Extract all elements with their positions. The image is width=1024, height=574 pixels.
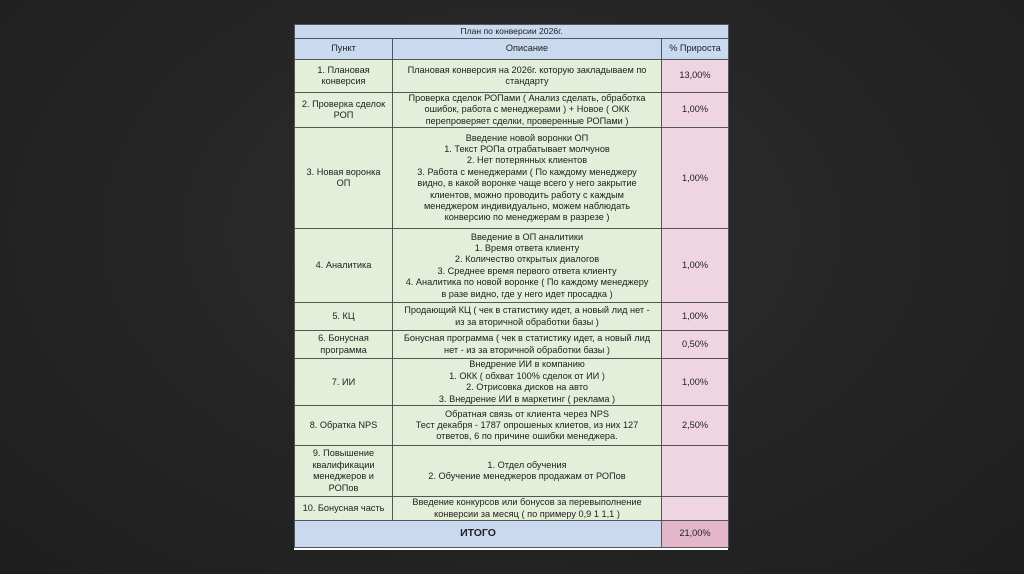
row-description-cell-line: Введение в ОП аналитики: [470, 231, 584, 242]
row-item-cell-line: 3. Новая воронка: [306, 166, 381, 177]
row-description-cell-line: из за вторичной обработки базы ): [455, 316, 599, 327]
row-description-cell-line: 1. ОКК ( обхват 100% сделок от ИИ ): [449, 370, 605, 381]
table-header-row: [295, 39, 729, 60]
row-item-cell: [295, 60, 393, 93]
header-growth-percent: % Прироста: [662, 39, 729, 60]
row-description-cell: [393, 406, 662, 446]
row-growth-cell: 2,50%: [662, 406, 729, 446]
row-item-cell: [295, 229, 393, 303]
row-item-cell: [295, 128, 393, 229]
conversion-plan-table: [294, 24, 729, 548]
row-description-cell-line: Тест декабря - 1787 опрошеных клиетов, из них 127: [415, 420, 639, 431]
row-description-cell-line: Внедрение ИИ в компанию: [469, 359, 585, 370]
row-item-cell-line: 2. Проверка сделок: [301, 98, 386, 109]
row-growth-cell: 0,50%: [662, 331, 729, 359]
table-row: [295, 406, 729, 446]
row-description-cell: [393, 229, 662, 303]
table-row: [295, 497, 729, 521]
row-description-cell-line: видно, в какой воронке чаще всего у него закрытие: [417, 178, 637, 189]
row-growth-cell: 1,00%: [662, 303, 729, 331]
row-description-cell: [393, 128, 662, 229]
row-growth-cell: 13,00%: [662, 60, 729, 93]
row-item-cell-line: 1. Плановая: [317, 64, 370, 75]
row-description-cell-line: ответов, 6 по причине ошибки менеджера.: [436, 431, 618, 442]
row-item-cell-line: менеджеров и: [313, 471, 374, 482]
header-description: Описание: [393, 39, 662, 60]
table-row: [295, 331, 729, 359]
row-item-cell-line: ОП: [336, 178, 351, 189]
row-description-cell-line: Введение новой воронки ОП: [465, 132, 589, 143]
row-item-cell-line: программа: [320, 344, 367, 355]
table-row: [295, 446, 729, 497]
header-item: Пункт: [295, 39, 393, 60]
row-item-cell-line: РОП: [333, 110, 354, 121]
row-description-cell-line: 1. Текст РОПа отрабатывает молчунов: [444, 144, 610, 154]
row-item-cell: [295, 303, 393, 331]
conversion-plan-sheet: [294, 24, 728, 550]
row-growth-cell: [662, 446, 729, 497]
row-description-cell-line: 2. Обучение менеджеров продажам от РОПов: [428, 471, 626, 482]
row-growth-cell: [662, 497, 729, 521]
row-description-cell-line: Обратная связь от клиента через NPS: [444, 408, 610, 419]
row-description-cell-line: менеджером индивидуально, можем наблюдать: [423, 201, 630, 212]
row-description-cell-line: перепроверяет сделки, проверенные РОПами ): [425, 115, 629, 126]
row-description-cell: [393, 446, 662, 497]
row-item-cell: [295, 446, 393, 497]
row-item-cell-line: РОПов: [328, 482, 359, 493]
row-description-cell: [393, 497, 662, 521]
row-growth-cell: 1,00%: [662, 229, 729, 303]
row-description-cell-line: Проверка сделок РОПами ( Анализ сделать, обработка: [408, 93, 646, 103]
row-description-cell-line: конверсии за месяц ( по примеру 0,9 1 1,1 ): [434, 508, 620, 519]
table-row: [295, 60, 729, 93]
row-description-cell: [393, 60, 662, 93]
row-item-cell-line: конверсия: [321, 76, 366, 86]
row-item-cell: [295, 331, 393, 359]
row-item-cell-line: 5. КЦ: [332, 311, 355, 322]
row-description-cell-line: 2. Количество открытых диалогов: [454, 254, 600, 265]
row-growth-cell: 1,00%: [662, 128, 729, 229]
row-description-cell: [393, 331, 662, 359]
row-description-cell-line: 2. Отрисовка дисков на авто: [466, 382, 588, 393]
row-description-cell: [393, 93, 662, 128]
row-description-cell-line: стандарту: [505, 76, 549, 86]
row-description-cell-line: ошибок, работа с менеджерами ) + Новое ( ОКК: [424, 104, 630, 115]
row-description-cell: [393, 359, 662, 406]
row-item-cell: [295, 497, 393, 521]
table-title-row: [295, 25, 729, 39]
row-description-cell-line: 3. Среднее время первого ответа клиенту: [437, 265, 617, 276]
table-row: [295, 359, 729, 406]
total-label: ИТОГО: [295, 521, 662, 548]
row-item-cell-line: 9. Повышение: [312, 448, 375, 459]
row-description-cell-line: 4. Аналитика по новой воронке ( По каждому менеджеру: [405, 277, 649, 288]
table-row: [295, 303, 729, 331]
row-description-cell-line: Бонусная программа ( чек в статистику идет, а новый лид: [403, 333, 651, 344]
row-description-cell-line: клиентов, можно проводить работу с каждым: [430, 189, 624, 200]
table-row: [295, 229, 729, 303]
row-item-cell: [295, 93, 393, 128]
row-item-cell: [295, 406, 393, 446]
total-value: 21,00%: [662, 521, 729, 548]
row-description-cell-line: 3. Работа с менеджерами ( По каждому менеджеру: [417, 166, 637, 177]
table-title: План по конверсии 2026г.: [295, 25, 729, 39]
row-description-cell-line: конверсию по менеджерам в разрезе ): [444, 212, 610, 223]
row-item-cell-line: квалификации: [312, 459, 375, 470]
table-row: [295, 128, 729, 229]
row-item-cell: [295, 359, 393, 406]
row-item-cell-line: 6. Бонусная: [318, 333, 369, 344]
row-description-cell-line: Введение конкурсов или бонусов за перевыполнение: [412, 497, 642, 508]
row-growth-cell: 1,00%: [662, 359, 729, 406]
row-description-cell-line: 1. Время ответа клиенту: [474, 242, 580, 253]
row-item-cell-line: 4. Аналитика: [315, 260, 372, 271]
total-row: [295, 521, 729, 548]
row-item-cell-line: 7. ИИ: [331, 376, 356, 387]
row-description-cell-line: нет - из за вторичной обработки базы ): [444, 344, 610, 355]
row-description-cell-line: 3. Внедрение ИИ в маркетинг ( реклама ): [438, 393, 616, 404]
row-description-cell-line: в разе видно, где у него идет просадка ): [441, 288, 613, 299]
row-growth-cell: 1,00%: [662, 93, 729, 128]
row-description-cell-line: Плановая конверсия на 2026г. которую закладываем по: [407, 64, 647, 75]
row-item-cell-line: 8. Обратка NPS: [309, 420, 378, 431]
row-description-cell-line: 1. Отдел обучения: [487, 459, 567, 470]
table-row: [295, 93, 729, 128]
row-description-cell-line: Продающий КЦ ( чек в статистику идет, а новый лид нет -: [404, 305, 650, 316]
row-item-cell-line: 10. Бонусная часть: [302, 502, 385, 513]
row-description-cell-line: 2. Нет потерянных клиентов: [466, 155, 588, 166]
row-description-cell: [393, 303, 662, 331]
